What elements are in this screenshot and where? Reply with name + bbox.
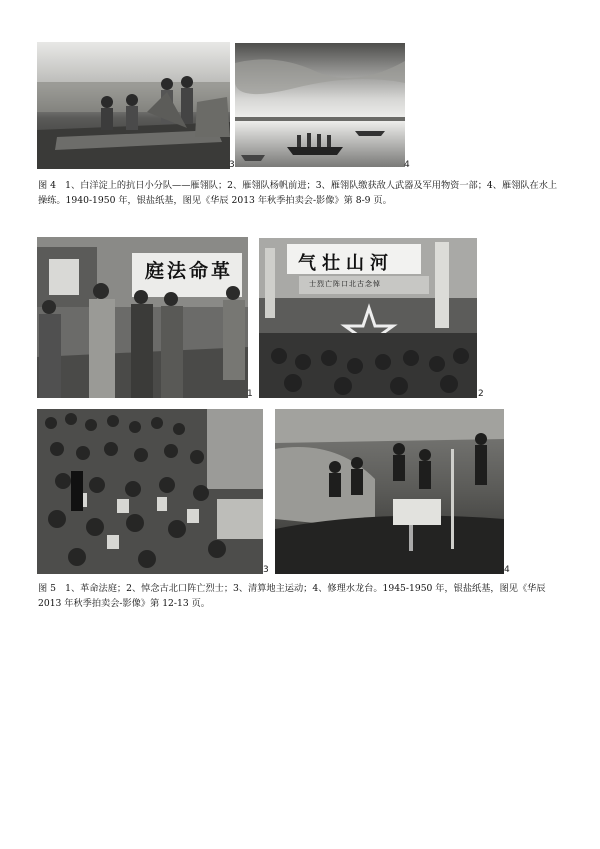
banner-memorial: 悼念古北口阵亡烈士	[309, 280, 381, 288]
photo-number: 4	[504, 565, 510, 575]
photo-number: 3	[229, 160, 235, 170]
photo-fig5-3	[37, 409, 263, 574]
photo-fig4-4	[235, 43, 405, 167]
photo-fig4-3	[37, 42, 230, 169]
photo-fig5-4	[275, 409, 504, 574]
photo-number: 2	[478, 389, 484, 399]
photo-number: 4	[404, 160, 410, 170]
sign-hills-rivers: 河山壮气	[298, 253, 394, 274]
photo-number: 1	[247, 389, 253, 399]
figure4-caption: 图 4 1、白洋淀上的抗日小分队——雁翎队；2、雁翎队杨帆前进；3、雁翎队缴获敌人武器及军用物资一部；4、雁翎队在水上操练。1940-1950 年，银盐纸基，图见《华辰 2013 年秋季拍卖会-影像》第 8-9 页。	[38, 180, 558, 206]
figure5-caption: 图 5 1、革命法庭；2、悼念古北口阵亡烈士；3、清算地主运动；4、修理水龙台。1945-1950 年，银盐纸基，图见《华辰 2013 年秋季拍卖会-影像》第 12-13 页。	[38, 583, 546, 609]
sign-revolutionary-court: 革命法庭	[145, 260, 234, 282]
photo-number: 3	[263, 565, 269, 575]
